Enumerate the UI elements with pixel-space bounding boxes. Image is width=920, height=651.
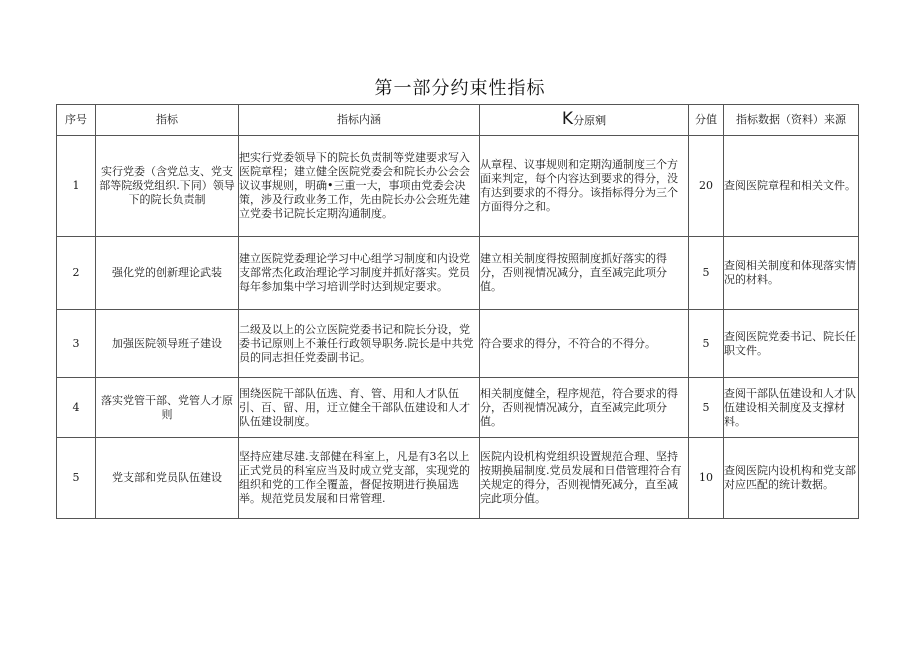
row-no: 5 xyxy=(57,438,96,519)
row-no: 2 xyxy=(57,237,96,310)
header-content: 指标内涵 xyxy=(239,105,480,136)
row-indicator: 强化党的创新理论武装 xyxy=(96,237,239,310)
row-no: 3 xyxy=(57,310,96,378)
row-rule: 医院内设机构党组织设置规范合理、坚持按期换届制度.党员发展和日借管理符合有关规定的得分，否则视情死减分，直至减完此项分值。 xyxy=(480,438,689,519)
table-row xyxy=(57,310,859,378)
row-indicator: 实行党委（含党总支、党支部等院级党组织.下同）领导下的院长负责制 xyxy=(96,136,239,237)
row-source: 查阅相关制度和体现落实情况的材料。 xyxy=(724,237,859,310)
table-row xyxy=(57,378,859,438)
indicator-table xyxy=(56,104,859,519)
row-content: 围绕医院干部队伍选、育、管、用和人才队伍引、百、留、用，迂立健全干部队伍建设和人才队伍建设制度。 xyxy=(239,378,480,438)
row-rule: 符合要求的得分，不符合的不得分。 xyxy=(480,310,689,378)
row-source: 查阅医院章程和相关文件。 xyxy=(724,136,859,237)
row-no: 1 xyxy=(57,136,96,237)
header-rule-label: 分原剜 xyxy=(573,114,607,127)
table-row xyxy=(57,136,859,237)
row-source: 查阅医院党委书记、院长任职文件。 xyxy=(724,310,859,378)
row-score: 5 xyxy=(689,378,724,438)
row-score: 20 xyxy=(689,136,724,237)
page-title: 第一部分约束性指标 xyxy=(374,78,546,99)
header-indicator: 指标 xyxy=(96,105,239,136)
header-no: 序号 xyxy=(57,105,96,136)
row-rule: 相关制度健全，程序规范，符合要求的得分，否则视情况减分，直至减完此项分值。 xyxy=(480,378,689,438)
row-rule: 从章程、议事规则和定期沟通制度三个方面来判定，每个内容达到要求的得分，没有达到要求的不得分。该指标得分为三个方面得分之和。 xyxy=(480,136,689,237)
row-content: 建立医院党委理论学习中心组学习制度和内设党支部常杰化政治理论学习制度并抓好落实。党员每年参加集中学习培训学时达到规定要求。 xyxy=(239,237,480,310)
row-indicator: 落实党管干部、党管人才原则 xyxy=(96,378,239,438)
row-score: 10 xyxy=(689,438,724,519)
header-source: 指标数据（资料）来源 xyxy=(724,105,859,136)
table-row xyxy=(57,438,859,519)
row-indicator: 党支部和党员队伍建设 xyxy=(96,438,239,519)
table-header-row xyxy=(57,105,859,136)
row-source: 查阅干部队伍建设和人才队伍建设相关制度及支撑材料。 xyxy=(724,378,859,438)
row-rule: 建立相关制度得按照制度抓好落实的得分，否则视情况减分，直至减完此项分值。 xyxy=(480,237,689,310)
row-source: 查阅医院内设机构和党支部对应匹配的统计数据。 xyxy=(724,438,859,519)
row-content: 把实行党委领导下的院长负责制等党建要求写入医院章程；建立健全医院党委会和院长办公会会议议事规则，明确•三重一大，事项由党委会决策，涉及行政业务工作，先由院长办公会班先建立党委书记院长定期沟通制度。 xyxy=(239,136,480,237)
row-no: 4 xyxy=(57,378,96,438)
table-row xyxy=(57,237,859,310)
header-score: 分值 xyxy=(689,105,724,136)
row-content: 二级及以上的公立医院党委书记和院长分设，党委书记原则上不兼任行政领导职务.院长是中共党员的同志担任党委副书记。 xyxy=(239,310,480,378)
row-indicator: 加强医院领导班子建设 xyxy=(96,310,239,378)
row-content: 坚持应建尽建.支部健在科室上，凡是有3名以上正式党员的科室应当及时成立党支部，实现党的组织和党的工作全覆盖，督促按期进行换届选举。规范党员发展和日常管理. xyxy=(239,438,480,519)
header-rule-prefix: K xyxy=(561,109,574,129)
row-score: 5 xyxy=(689,310,724,378)
row-score: 5 xyxy=(689,237,724,310)
header-rule xyxy=(480,105,689,136)
